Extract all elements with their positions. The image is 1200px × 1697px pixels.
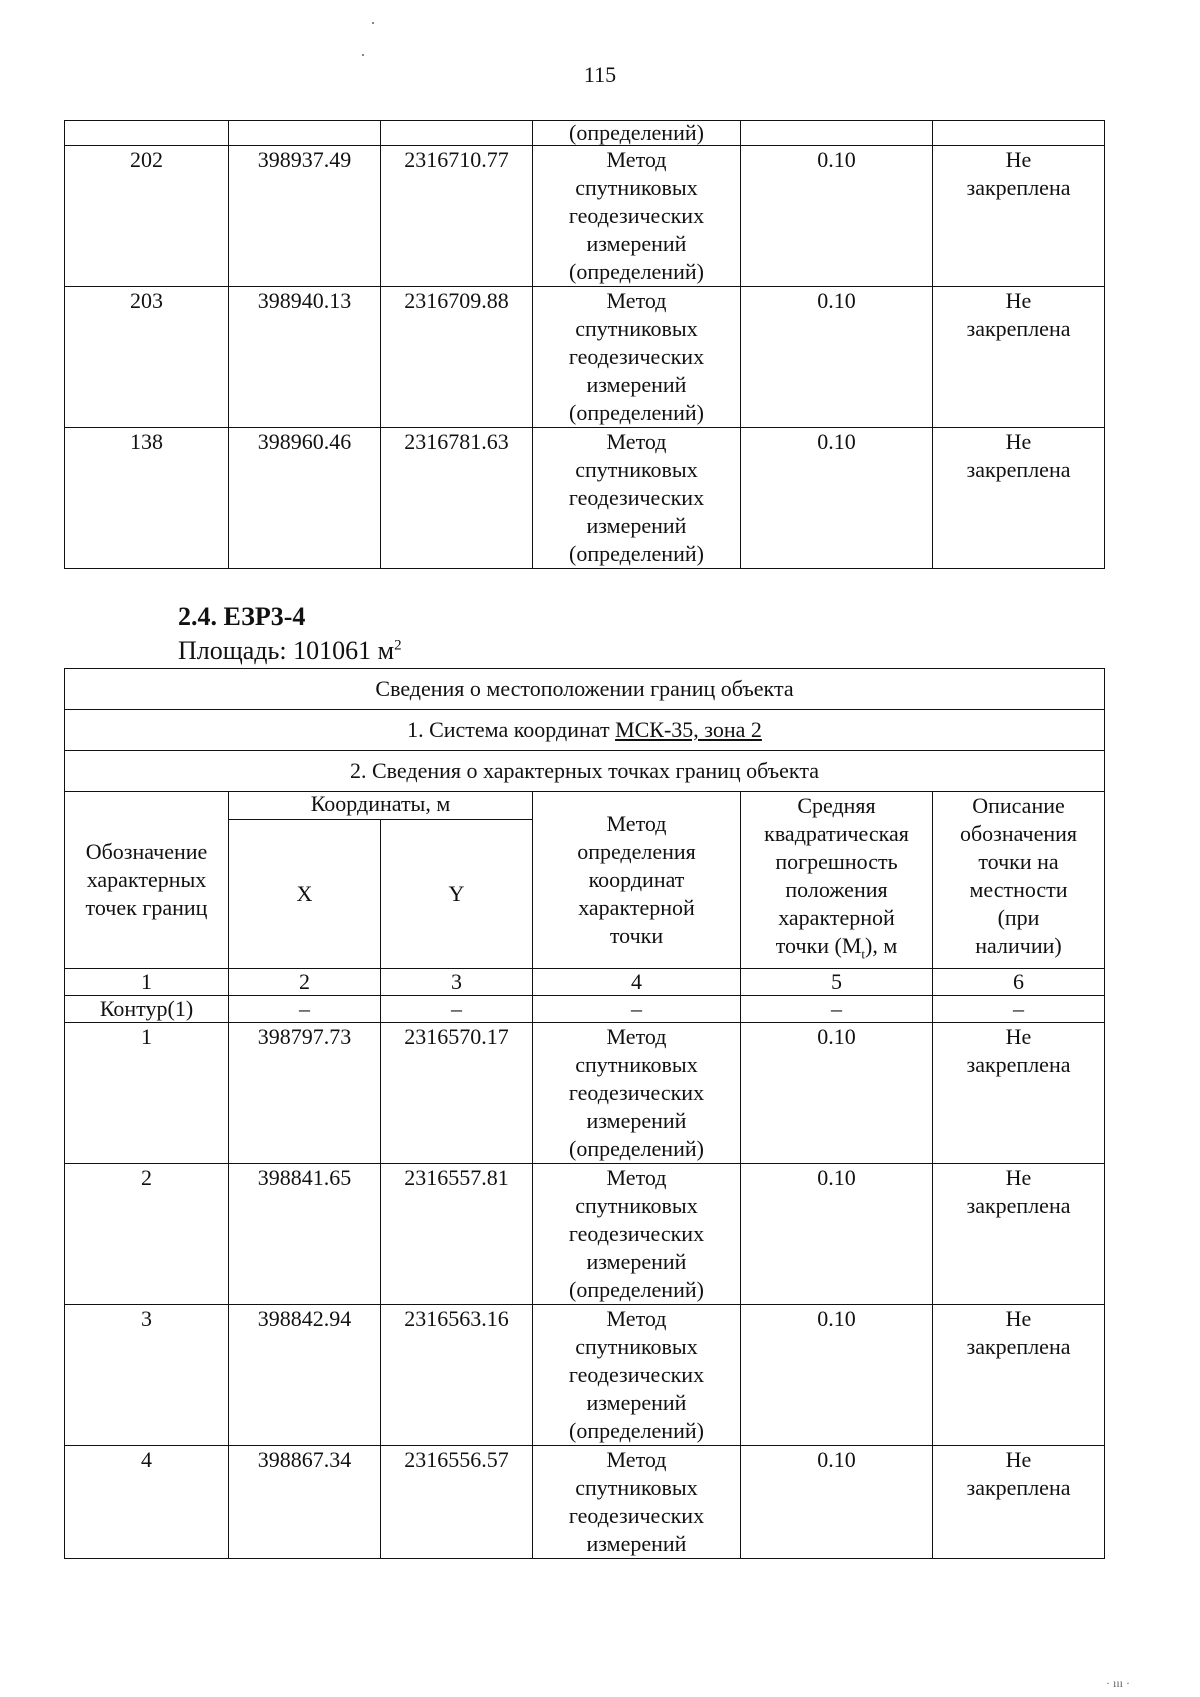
y-cell: 2316709.88 (381, 287, 533, 428)
description-cell: Не закреплена (933, 1164, 1105, 1305)
y-cell: 2316710.77 (381, 146, 533, 287)
column-header-description: Описание обозначения точки на местности (при наличии) (933, 792, 1105, 969)
contour-label: Контур(1) (65, 996, 229, 1023)
description-cell: Не закреплена (933, 1023, 1105, 1164)
area-line (178, 636, 402, 666)
method-cell: Метод спутниковых геодезических измерений (определений) (533, 1023, 741, 1164)
table-row (65, 1164, 1105, 1305)
point-cell: 4 (65, 1446, 229, 1559)
point-cell: 1 (65, 1023, 229, 1164)
page-number: 115 (583, 62, 617, 87)
description-cell: Не закреплена (933, 428, 1105, 569)
method-cell: (определений) (533, 121, 741, 146)
x-cell: 398937.49 (229, 146, 381, 287)
point-cell: 202 (65, 146, 229, 287)
method-cell: Метод спутниковых геодезических измерений (533, 1446, 741, 1559)
method-cell: Метод спутниковых геодезических измерений (определений) (533, 1305, 741, 1446)
y-cell: 2316556.57 (381, 1446, 533, 1559)
description-cell: Не закреплена (933, 287, 1105, 428)
point-cell: 2 (65, 1164, 229, 1305)
column-header-coordinates: Координаты, м (229, 792, 533, 820)
table-row (65, 1446, 1105, 1559)
x-cell: 398867.34 (229, 1446, 381, 1559)
points-table (64, 668, 1105, 1559)
method-cell: Метод спутниковых геодезических измерений (определений) (533, 1164, 741, 1305)
method-cell: Метод спутниковых геодезических измерений (определений) (533, 428, 741, 569)
column-numbers-row: 1 2 3 4 5 6 (65, 969, 1105, 996)
coordinate-system-name: МСК-35, зона 2 (615, 717, 762, 742)
x-cell: 398797.73 (229, 1023, 381, 1164)
point-cell: 138 (65, 428, 229, 569)
continuation-row (65, 121, 1105, 146)
table-row (65, 287, 1105, 428)
contour-row: Контур(1) – – – – – (65, 996, 1105, 1023)
x-cell: 398841.65 (229, 1164, 381, 1305)
y-cell: 2316781.63 (381, 428, 533, 569)
scan-speck (362, 54, 364, 56)
x-cell: 398842.94 (229, 1305, 381, 1446)
area-label: Площадь: 101061 м (178, 636, 395, 665)
description-cell: Не закреплена (933, 1305, 1105, 1446)
column-header-accuracy: Средняя квадратическая погрешность положения характерной точки $(M_t)$, м (741, 792, 933, 969)
description-cell: Не закреплена (933, 1446, 1105, 1559)
y-cell: 2316570.17 (381, 1023, 533, 1164)
accuracy-cell: 0.10 (741, 146, 933, 287)
method-cell: Метод спутниковых геодезических измерений (определений) (533, 146, 741, 287)
accuracy-cell: 0.10 (741, 1305, 933, 1446)
table-header-location: Сведения о местоположении границ объекта (65, 669, 1105, 710)
section-title: 2.4. ЕЗР3-4 (178, 602, 306, 631)
column-header-method: Метод определения координат характерной точки (533, 792, 741, 969)
scan-speck (372, 22, 374, 24)
description-cell: Не закреплена (933, 146, 1105, 287)
area-superscript: 2 (394, 637, 402, 654)
accuracy-cell: 0.10 (741, 1446, 933, 1559)
table-row (65, 146, 1105, 287)
table-header-coordinate-system: 1. Система координат МСК-35, зона 2 (65, 710, 1105, 751)
scan-corner-mark: · ııı · (1106, 1676, 1130, 1690)
point-cell: 3 (65, 1305, 229, 1446)
accuracy-cell: 0.10 (741, 1164, 933, 1305)
accuracy-cell: 0.10 (741, 1023, 933, 1164)
table-header-points: 2. Сведения о характерных точках границ объекта (65, 751, 1105, 792)
x-cell: 398960.46 (229, 428, 381, 569)
y-cell: 2316557.81 (381, 1164, 533, 1305)
point-cell: 203 (65, 287, 229, 428)
column-header-y: Y (381, 819, 533, 969)
y-cell: 2316563.16 (381, 1305, 533, 1446)
accuracy-cell: 0.10 (741, 287, 933, 428)
column-header-point: Обозначение характерных точек границ (65, 792, 229, 969)
x-cell: 398940.13 (229, 287, 381, 428)
points-table-continued (64, 120, 1105, 569)
table-row (65, 1023, 1105, 1164)
method-cell: Метод спутниковых геодезических измерений (определений) (533, 287, 741, 428)
table-row (65, 428, 1105, 569)
column-header-x: X (229, 819, 381, 969)
table-row (65, 1305, 1105, 1446)
accuracy-cell: 0.10 (741, 428, 933, 569)
